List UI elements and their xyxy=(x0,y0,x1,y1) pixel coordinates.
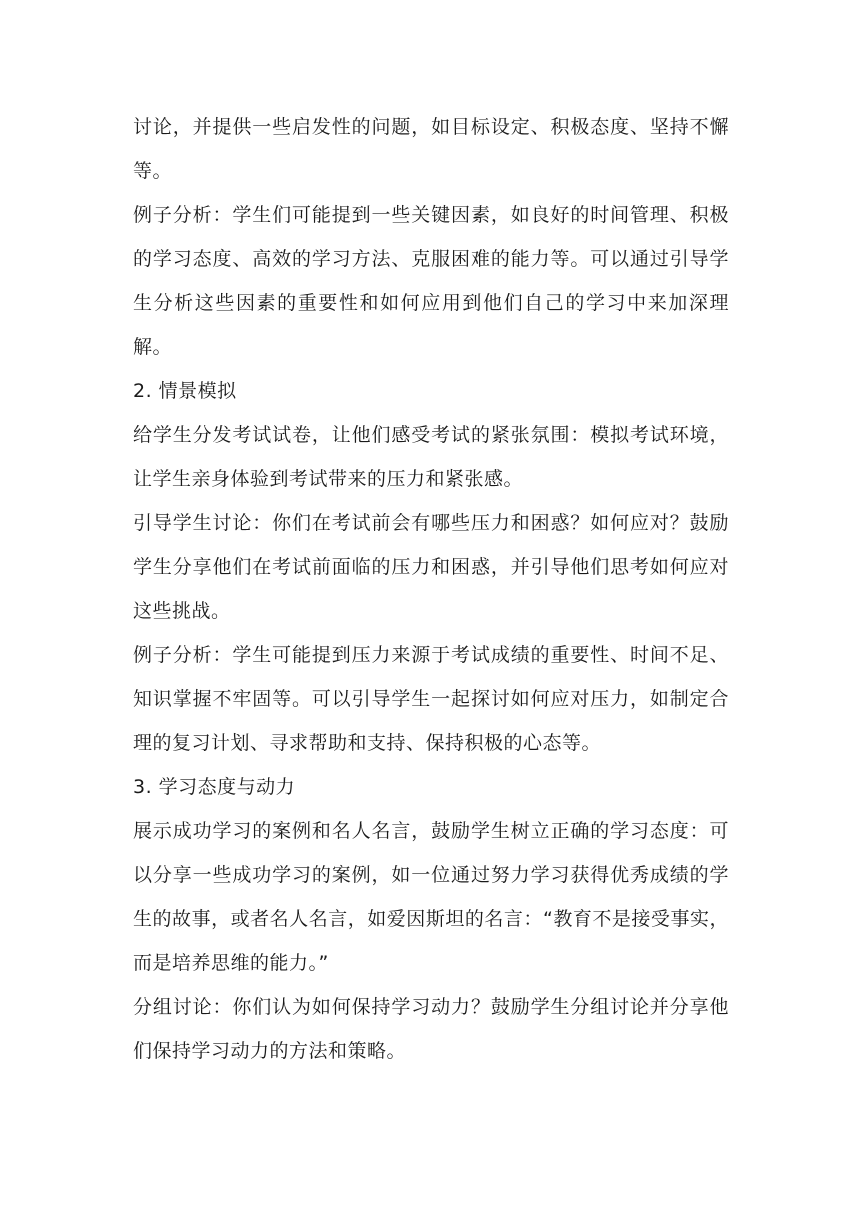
paragraph-example-analysis-factors: 例子分析：学生们可能提到一些关键因素，如良好的时间管理、积极的学习态度、高效的学习方法、克服困难的能力等。可以通过引导学生分析这些因素的重要性和如何应用到他们自己的学习中来加深理解。 xyxy=(133,204,729,358)
paragraph-success-cases-quotes: 展示成功学习的案例和名人名言，鼓励学生树立正确的学习态度：可以分享一些成功学习的案例，如一位通过努力学习获得优秀成绩的学生的故事，或者名人名言，如爱因斯坦的名言：“教育不是接受事实，而是培养思维的能力。” xyxy=(133,820,729,974)
paragraph-exam-simulation: 给学生分发考试试卷，让他们感受考试的紧张氛围：模拟考试环境，让学生亲身体验到考试带来的压力和紧张感。 xyxy=(133,424,729,490)
paragraph-example-analysis-pressure: 例子分析：学生可能提到压力来源于考试成绩的重要性、时间不足、知识掌握不牢固等。可以引导学生一起探讨如何应对压力，如制定合理的复习计划、寻求帮助和支持、保持积极的心态等。 xyxy=(133,644,729,754)
paragraph-group-discussion: 分组讨论：你们认为如何保持学习动力？鼓励学生分组讨论并分享他们保持学习动力的方法和策略。 xyxy=(133,996,729,1062)
paragraph-discussion-prompts: 讨论，并提供一些启发性的问题，如目标设定、积极态度、坚持不懈等。 xyxy=(133,116,729,182)
paragraph-guided-discussion-pressure: 引导学生讨论：你们在考试前会有哪些压力和困惑？如何应对？鼓励学生分享他们在考试前面临的压力和困惑，并引导他们思考如何应对这些挑战。 xyxy=(133,512,729,622)
section-heading-scenario-simulation: 2. 情景模拟 xyxy=(133,380,237,402)
document-body xyxy=(133,105,729,1073)
section-heading-attitude-motivation: 3. 学习态度与动力 xyxy=(133,776,296,798)
